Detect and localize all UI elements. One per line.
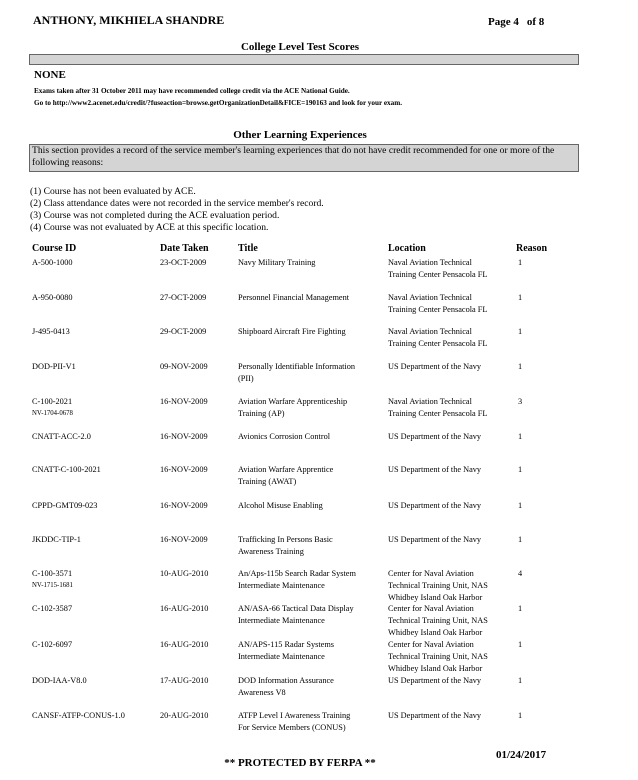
row-course-id: C-100-2021 xyxy=(32,397,73,406)
row-location-line: Center for Naval Aviation xyxy=(388,569,474,578)
row-location-line: US Department of the Navy xyxy=(388,432,482,441)
row-course-id: C-100-3571 xyxy=(32,569,73,578)
row-reason: 1 xyxy=(518,327,523,336)
row-location-line: US Department of the Navy xyxy=(388,711,482,720)
col-header-date: Date Taken xyxy=(160,243,209,254)
row-location-line: Whidbey Island Oak Harbor xyxy=(388,628,483,637)
row-course-id: A-950-0080 xyxy=(32,293,73,302)
row-course-id: CNATT-ACC-2.0 xyxy=(32,432,91,441)
row-location-line: US Department of the Navy xyxy=(388,501,482,510)
student-name: ANTHONY, MIKHIELA SHANDRE xyxy=(33,13,225,27)
row-title-line: Aviation Warfare Apprenticeship xyxy=(238,397,348,406)
row-location-line: Training Center Pensacola FL xyxy=(388,339,488,348)
row-reason: 1 xyxy=(518,535,523,544)
row-course-id: DOD-IAA-V8.0 xyxy=(32,676,87,685)
row-title-line: AN/ASA-66 Tactical Data Display xyxy=(238,604,354,613)
row-title-line: Alcohol Misuse Enabling xyxy=(238,501,323,510)
row-reason: 1 xyxy=(518,604,523,613)
row-reason: 1 xyxy=(518,501,523,510)
row-location-line: Center for Naval Aviation xyxy=(388,640,474,649)
page-total: of 8 xyxy=(526,16,545,28)
row-location-line: Center for Naval Aviation xyxy=(388,604,474,613)
row-reason: 1 xyxy=(518,465,523,474)
row-title-line: Shipboard Aircraft Fire Fighting xyxy=(238,327,346,336)
row-course-id: CANSF-ATFP-CONUS-1.0 xyxy=(32,711,125,720)
row-title-line: Intermediate Maintenance xyxy=(238,581,325,590)
row-date-taken: 16-NOV-2009 xyxy=(160,535,208,544)
row-title-line: Training (AWAT) xyxy=(238,477,297,486)
row-location-line: US Department of the Navy xyxy=(388,535,482,544)
row-title-line: For Service Members (CONUS) xyxy=(238,723,346,732)
row-location-line: Technical Training Unit, NAS xyxy=(388,616,488,625)
row-course-id: C-102-6097 xyxy=(32,640,73,649)
row-reason: 1 xyxy=(518,711,523,720)
row-reason: 1 xyxy=(518,432,523,441)
row-reason: 1 xyxy=(518,258,523,267)
row-date-taken: 17-AUG-2010 xyxy=(160,676,209,685)
row-location-line: US Department of the Navy xyxy=(388,465,482,474)
row-date-taken: 27-OCT-2009 xyxy=(160,293,207,302)
page-number: Page 4 xyxy=(488,16,519,28)
ferpa-notice: ** PROTECTED BY FERPA ** xyxy=(224,757,376,769)
row-title-line: Training (AP) xyxy=(238,409,285,418)
row-location-line: Technical Training Unit, NAS xyxy=(388,581,488,590)
row-date-taken: 10-AUG-2010 xyxy=(160,569,209,578)
college-tests-note-1: Exams taken after 31 October 2011 may have recommended college credit via the ACE National Guide. xyxy=(34,87,350,95)
row-date-taken: 16-NOV-2009 xyxy=(160,432,208,441)
row-date-taken: 23-OCT-2009 xyxy=(160,258,207,267)
other-learning-intro: This section provides a record of the service member's learning experiences that do not have credit recommended for one or more of the following reasons: xyxy=(29,144,579,172)
row-date-taken: 16-AUG-2010 xyxy=(160,640,209,649)
row-date-taken: 09-NOV-2009 xyxy=(160,362,208,371)
row-course-id: J-495-0413 xyxy=(32,327,70,336)
row-date-taken: 16-NOV-2009 xyxy=(160,501,208,510)
row-location-line: Training Center Pensacola FL xyxy=(388,305,488,314)
reason-item: (2) Class attendance dates were not recorded in the service member's record. xyxy=(30,198,324,209)
row-reason: 3 xyxy=(518,397,523,406)
row-reason: 1 xyxy=(518,293,523,302)
college-tests-value: NONE xyxy=(34,69,66,81)
other-learning-title: Other Learning Experiences xyxy=(233,129,367,141)
row-reason: 1 xyxy=(518,640,523,649)
row-location-line: Naval Aviation Technical xyxy=(388,293,472,302)
row-title-line: Navy Military Training xyxy=(238,258,316,267)
row-title-line: Intermediate Maintenance xyxy=(238,616,325,625)
row-title-line: ATFP Level I Awareness Training xyxy=(238,711,351,720)
row-title-line: Avionics Corrosion Control xyxy=(238,432,331,441)
row-location-line: Training Center Pensacola FL xyxy=(388,409,488,418)
row-location-line: Technical Training Unit, NAS xyxy=(388,652,488,661)
row-title-line: Awareness Training xyxy=(238,547,304,556)
row-reason: 4 xyxy=(518,569,523,578)
row-title-line: Aviation Warfare Apprentice xyxy=(238,465,334,474)
col-header-reason: Reason xyxy=(516,243,548,254)
reason-item: (1) Course has not been evaluated by ACE. xyxy=(30,186,196,197)
college-tests-title: College Level Test Scores xyxy=(240,41,360,53)
row-location-line: Whidbey Island Oak Harbor xyxy=(388,593,483,602)
row-course-id: CPPD-GMT09-023 xyxy=(32,501,98,510)
row-title-line: Personally Identifiable Information xyxy=(238,362,356,371)
row-course-id: DOD-PII-V1 xyxy=(32,362,76,371)
row-title-line: An/Aps-115b Search Radar System xyxy=(238,569,356,578)
row-title-line: Intermediate Maintenance xyxy=(238,652,325,661)
row-course-id: C-102-3587 xyxy=(32,604,73,613)
row-date-taken: 16-NOV-2009 xyxy=(160,465,208,474)
row-location-line: US Department of the Navy xyxy=(388,362,482,371)
row-location-line: Naval Aviation Technical xyxy=(388,397,472,406)
row-date-taken: 16-AUG-2010 xyxy=(160,604,209,613)
row-title-line: Awareness V8 xyxy=(238,688,286,697)
row-location-line: US Department of the Navy xyxy=(388,676,482,685)
reason-item: (3) Course was not completed during the ACE evaluation period. xyxy=(30,210,280,221)
row-date-taken: 16-NOV-2009 xyxy=(160,397,208,406)
col-header-title: Title xyxy=(238,243,258,254)
row-course-id: CNATT-C-100-2021 xyxy=(32,465,101,474)
reason-item: (4) Course was not evaluated by ACE at this specific location. xyxy=(30,222,269,233)
report-date: 01/24/2017 xyxy=(496,749,547,761)
row-date-taken: 29-OCT-2009 xyxy=(160,327,207,336)
row-reason: 1 xyxy=(518,676,523,685)
college-tests-bar xyxy=(29,54,579,65)
row-course-sub-id: NV-1715-1681 xyxy=(32,582,73,589)
row-title-line: Trafficking In Persons Basic xyxy=(238,535,333,544)
row-location-line: Naval Aviation Technical xyxy=(388,327,472,336)
row-title-line: (PII) xyxy=(238,374,254,383)
row-title-line: DOD Information Assurance xyxy=(238,676,334,685)
row-title-line: Personnel Financial Management xyxy=(238,293,350,302)
row-reason: 1 xyxy=(518,362,523,371)
col-header-course-id: Course ID xyxy=(32,243,77,254)
col-header-location: Location xyxy=(388,243,426,254)
row-location-line: Whidbey Island Oak Harbor xyxy=(388,664,483,673)
page-indicator xyxy=(488,16,544,28)
college-tests-note-2: Go to http://www2.acenet.edu/credit/?fuseaction=browse.getOrganizationDetail&FICE=190163 and look for your exam. xyxy=(34,99,403,107)
row-date-taken: 20-AUG-2010 xyxy=(160,711,209,720)
row-location-line: Training Center Pensacola FL xyxy=(388,270,488,279)
row-course-sub-id: NV-1704-0678 xyxy=(32,410,73,417)
row-title-line: AN/APS-115 Radar Systems xyxy=(238,640,335,649)
row-course-id: JKDDC-TIP-1 xyxy=(32,535,81,544)
row-location-line: Naval Aviation Technical xyxy=(388,258,472,267)
row-course-id: A-500-1000 xyxy=(32,258,73,267)
